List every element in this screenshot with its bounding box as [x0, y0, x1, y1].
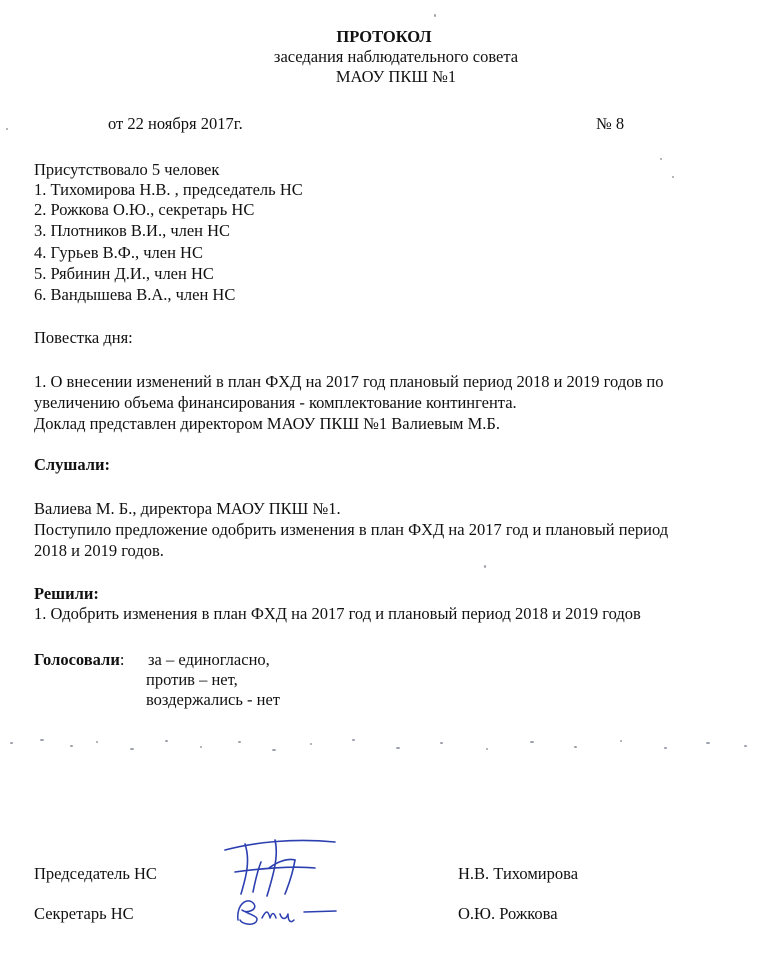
heard-line: Поступило предложение одобрить изменения в план ФХД на 2017 год и плановый период — [34, 520, 669, 539]
protocol-date: от 22 ноября 2017г. — [108, 114, 243, 133]
voting-label: Голосовали — [34, 650, 120, 669]
voting-label-row — [34, 650, 124, 670]
secretary-name: О.Ю. Рожкова — [458, 904, 558, 923]
heard-line: Валиева М. Б., директора МАОУ ПКШ №1. — [34, 499, 341, 518]
agenda-line: увеличению объема финансирования - комплектование контингента. — [34, 393, 517, 412]
member-item: 5. Рябинин Д.И., член НС — [34, 264, 214, 283]
agenda-line: 1. О внесении изменений в план ФХД на 2017 год плановый период 2018 и 2019 годов по — [34, 372, 664, 391]
vote-result: за – единогласно, — [148, 650, 270, 669]
agenda-line: Доклад представлен директором МАОУ ПКШ №1 Валиевым М.Б. — [34, 414, 500, 433]
document-subtitle: заседания наблюдательного совета — [273, 47, 519, 66]
member-item: 1. Тихомирова Н.В. , председатель НС — [34, 180, 303, 199]
voting-colon: : — [119, 650, 125, 669]
organization-name: МАОУ ПКШ №1 — [335, 67, 457, 86]
agenda-heading: Повестка дня: — [34, 328, 133, 347]
heard-heading: Слушали: — [34, 455, 111, 474]
decision-line: 1. Одобрить изменения в план ФХД на 2017 год и плановый период 2018 и 2019 годов — [34, 604, 641, 623]
heard-line: 2018 и 2019 годов. — [34, 541, 164, 560]
decided-heading: Решили: — [34, 584, 99, 603]
vote-result: против – нет, — [146, 670, 238, 689]
member-item: 2. Рожкова О.Ю., секретарь НС — [34, 200, 255, 219]
member-item: 6. Вандышева В.А., член НС — [34, 285, 236, 304]
secretary-signature — [232, 890, 342, 930]
member-item: 4. Гурьев В.Ф., член НС — [34, 243, 203, 262]
vote-result: воздержались - нет — [146, 690, 281, 709]
document-title: ПРОТОКОЛ — [336, 27, 432, 46]
secretary-role: Секретарь НС — [34, 904, 134, 923]
member-item: 3. Плотников В.И., член НС — [34, 221, 231, 240]
chair-name: Н.В. Тихомирова — [458, 864, 579, 883]
protocol-number: № 8 — [596, 114, 625, 133]
chair-role: Председатель НС — [34, 864, 157, 883]
attendance-intro: Присутствовало 5 человек — [34, 160, 220, 179]
